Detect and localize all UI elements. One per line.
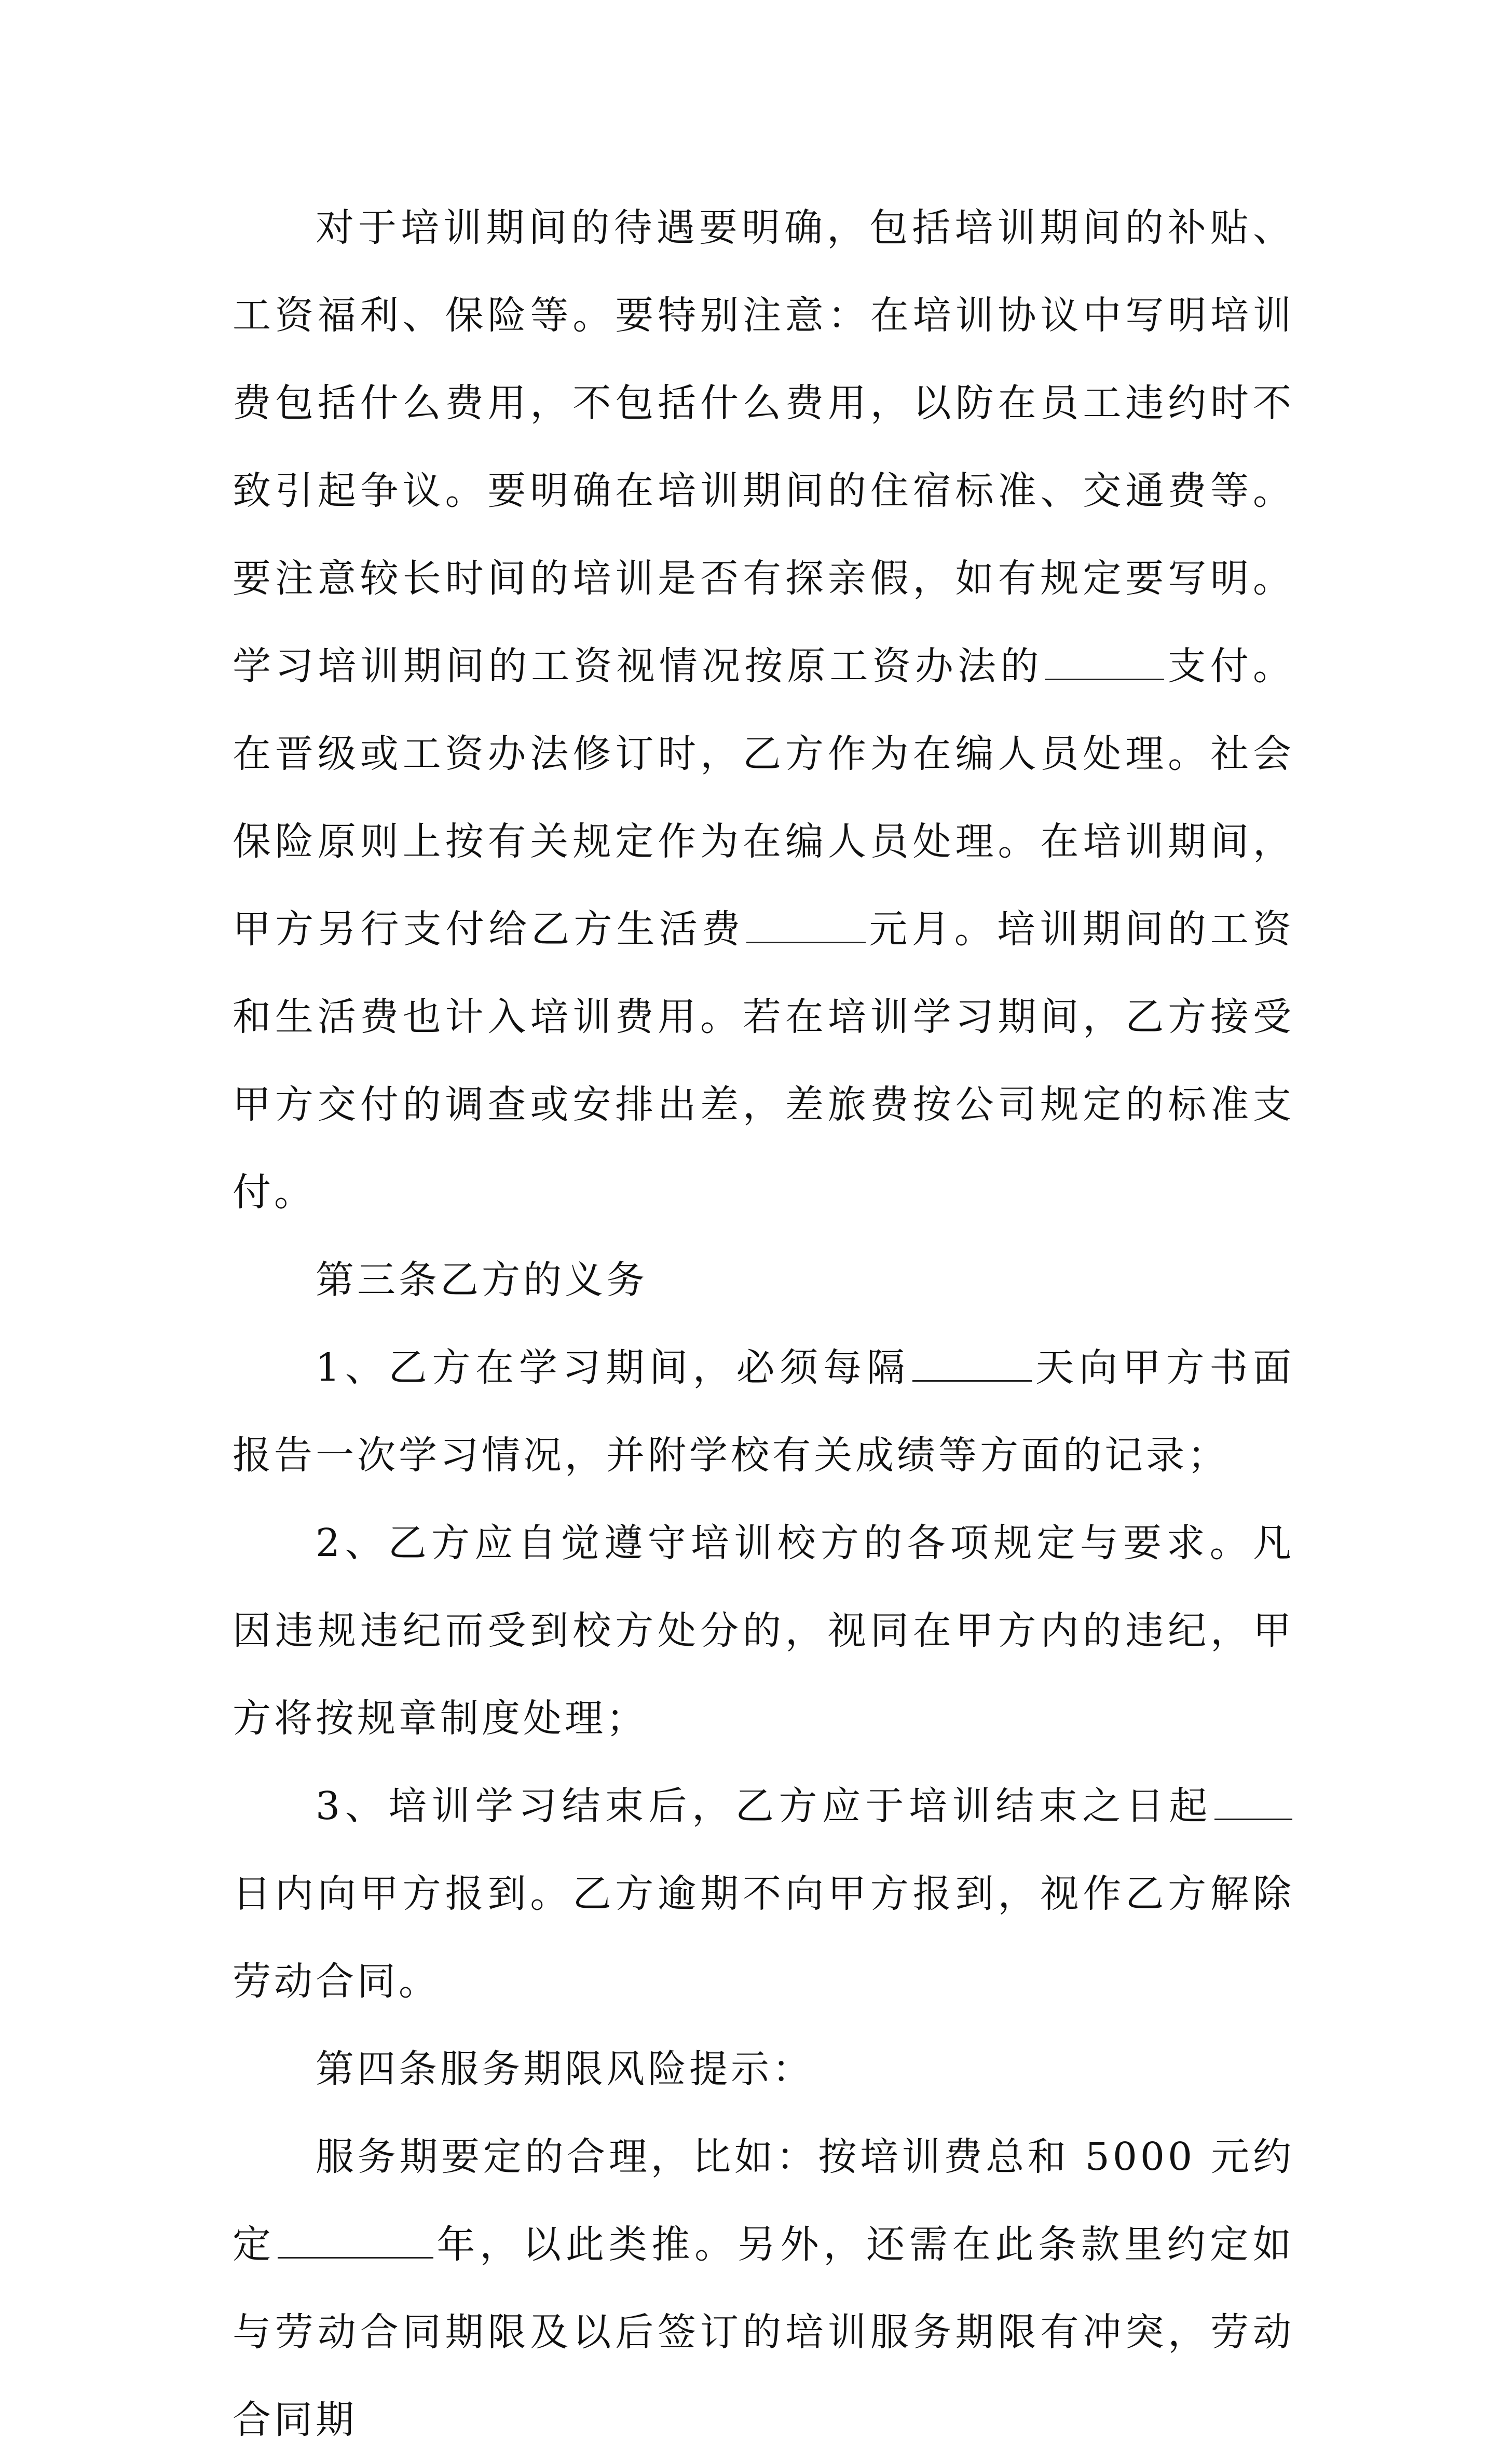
section-heading-article-4: 第四条服务期限风险提示： — [316, 2047, 814, 2091]
blank-underline — [912, 1349, 1032, 1382]
paragraph-training-benefits — [233, 184, 1294, 1236]
document-body — [233, 184, 1294, 2464]
text-segment: 年，以此类推。另外，还需在此条款里约定如与劳动合同期限及以后签订的培训服务期限有冲突，劳动合同期 — [233, 2222, 1295, 2442]
text-segment: 元月。培训期间的工资和生活费也计入培训费用。若在培训学习期间，乙方接受甲方交付的调查或安排出差，差旅费按公司规定的标准支付。 — [233, 907, 1295, 1215]
blank-underline — [278, 2226, 433, 2259]
text-segment: 对于培训期间的待遇要明确，包括培训期间的补贴、工资福利、保险等。要特别注意：在培训协议中写明培训费包括什么费用，不包括什么费用，以防在员工违约时不致引起争议。要明确在培训期间的住宿标准、交通费等。要注意较长时间的培训是否有探亲假，如有规定要写明。学习培训期间的工资视情况按原工资办法的 — [233, 205, 1294, 689]
blank-underline — [1214, 1787, 1292, 1820]
text-segment: 1、乙方在学习期间，必须每隔 — [316, 1345, 910, 1390]
text-segment: 支付。在晋级或工资办法修订时，乙方作为在编人员处理。社会保险原则上按有关规定作为在编人员处理。在培训期间，甲方另行支付给乙方生活费 — [233, 644, 1294, 952]
paragraph-service-period — [233, 2113, 1294, 2464]
clause-3 — [233, 1763, 1294, 2026]
blank-underline — [746, 911, 866, 943]
text-segment: 日内向甲方报到。乙方逾期不向甲方报到，视作乙方解除劳动合同。 — [233, 1871, 1294, 2004]
clause-2: 2、乙方应自觉遵守培训校方的各项规定与要求。凡因违规违纪而受到校方处分的，视同在甲方内的违纪，甲方将按规章制度处理； — [233, 1521, 1294, 1741]
text-segment: 天向甲方书面报告一次学习情况，并附学校有关成绩等方面的记录； — [233, 1345, 1294, 1478]
text-segment: 3、培训学习结束后，乙方应于培训结束之日起 — [316, 1784, 1212, 1828]
blank-underline — [1045, 648, 1164, 680]
clause-1 — [233, 1324, 1294, 1499]
text-segment: 服务期要定的合理，比如：按培训费总和 5000 元约定 — [233, 2135, 1294, 2267]
section-heading-article-3: 第三条乙方的义务 — [316, 1258, 648, 1302]
